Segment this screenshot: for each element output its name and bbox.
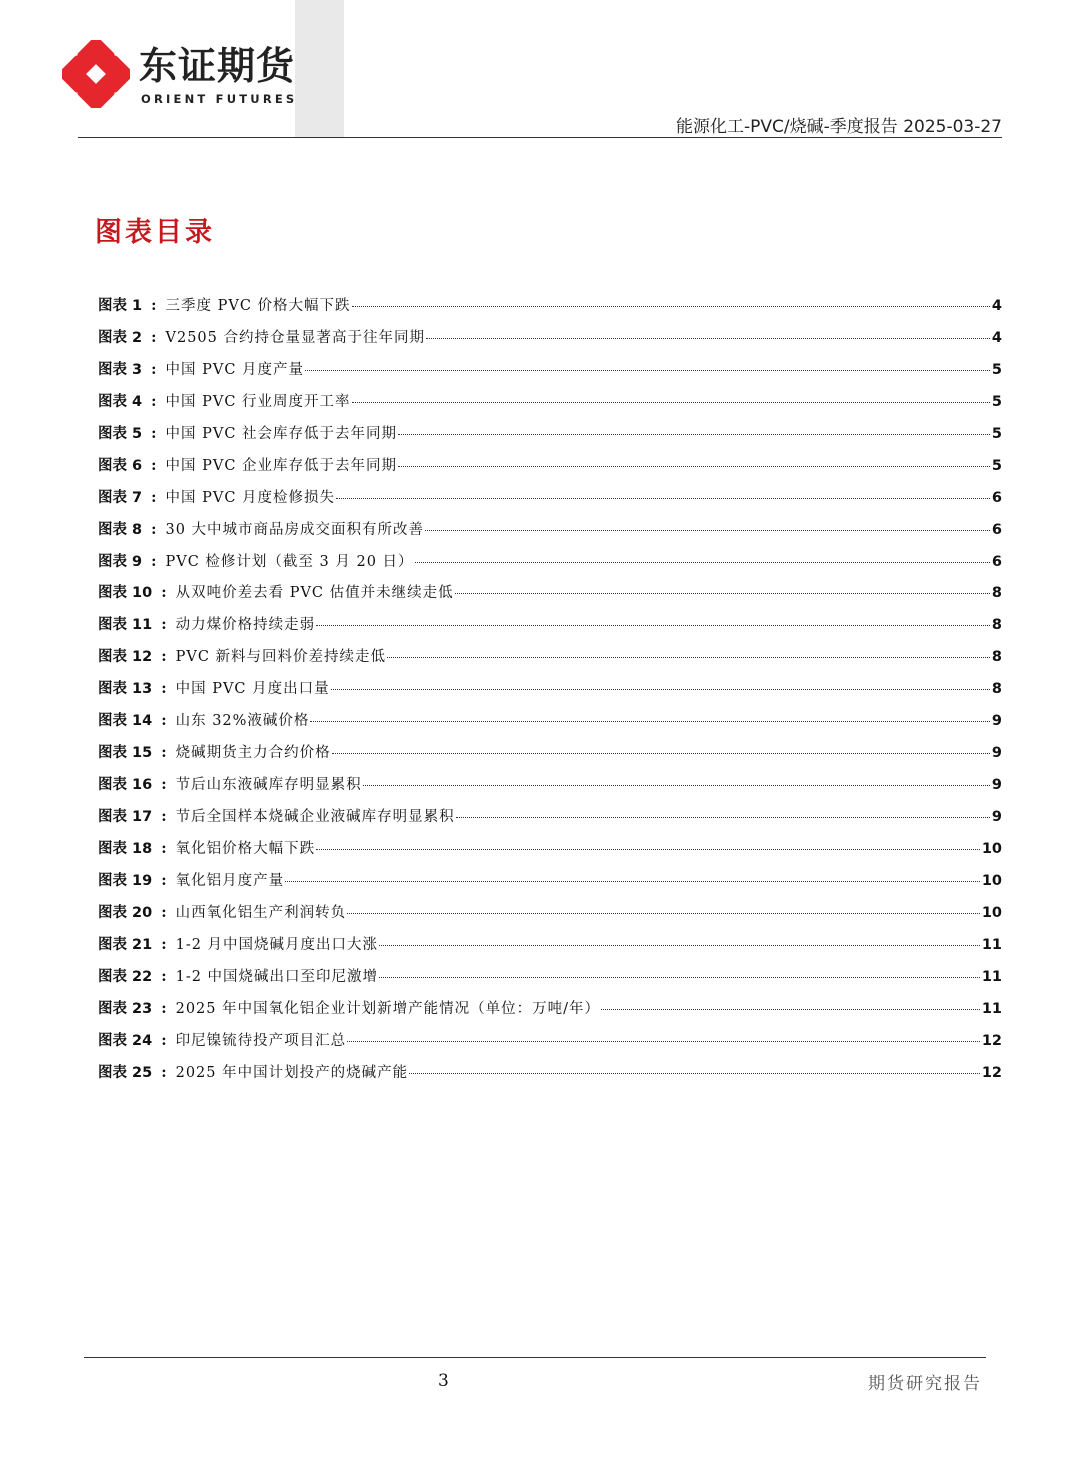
toc-entry-page: 9 bbox=[991, 777, 1002, 794]
toc-leader-dots bbox=[347, 913, 980, 914]
toc-entry-page: 10 bbox=[981, 872, 1002, 889]
toc-leader-dots bbox=[601, 1009, 980, 1010]
toc-entry-title: 中国 PVC 月度检修损失 bbox=[165, 489, 336, 506]
toc-entry-label: 图表 10 bbox=[98, 585, 153, 602]
toc-entry-title: 节后全国样本烧碱企业液碱库存明显累积 bbox=[175, 809, 455, 825]
toc-entry-9[interactable]: 图表 9 : PVC 检修计划（截至 3 月 20 日） 6 bbox=[98, 550, 1002, 582]
toc-entry-label: 图表 13 bbox=[98, 681, 153, 698]
toc-entry-title: 2025 年中国氧化铝企业计划新增产能情况（单位：万吨/年） bbox=[175, 1000, 600, 1017]
toc-entry-10[interactable]: 图表 10 : 从双吨价差去看 PVC 估值并未继续走低 8 bbox=[98, 581, 1002, 613]
header-gray-band bbox=[295, 0, 344, 137]
toc-entry-13[interactable]: 图表 13 : 中国 PVC 月度出口量 8 bbox=[98, 677, 1002, 709]
toc-entry-page: 8 bbox=[991, 681, 1002, 698]
toc-entry-15[interactable]: 图表 15 : 烧碱期货主力合约价格 9 bbox=[98, 741, 1002, 773]
toc-entry-page: 10 bbox=[981, 840, 1002, 857]
toc-entry-18[interactable]: 图表 18 : 氧化铝价格大幅下跌 10 bbox=[98, 837, 1002, 869]
toc-entry-20[interactable]: 图表 20 : 山西氧化铝生产利润转负 10 bbox=[98, 901, 1002, 933]
toc-entry-title: 中国 PVC 行业周度开工率 bbox=[165, 393, 351, 410]
toc-entry-page: 9 bbox=[991, 713, 1002, 730]
toc-leader-dots bbox=[398, 466, 990, 467]
toc-entry-page: 9 bbox=[991, 745, 1002, 762]
toc-entry-17[interactable]: 图表 17 : 节后全国样本烧碱企业液碱库存明显累积 9 bbox=[98, 805, 1002, 837]
footer-label: 期货研究报告 bbox=[868, 1374, 982, 1394]
report-header-title: 能源化工-PVC/烧碱-季度报告 2025-03-27 bbox=[676, 117, 1002, 137]
toc-entry-label: 图表 14 bbox=[98, 713, 153, 730]
toc-entry-title: 中国 PVC 月度产量 bbox=[165, 361, 305, 378]
toc-entry-title: 山西氧化铝生产利润转负 bbox=[175, 904, 347, 921]
toc-leader-dots bbox=[426, 338, 990, 339]
toc-entry-title: 山东 32%液碱价格 bbox=[175, 713, 310, 730]
toc-entry-title: 30 大中城市商品房成交面积有所改善 bbox=[165, 521, 425, 538]
toc-entry-label: 图表 5 bbox=[98, 425, 143, 442]
toc-entry-8[interactable]: 图表 8 : 30 大中城市商品房成交面积有所改善 6 bbox=[98, 518, 1002, 550]
toc-entry-label: 图表 17 bbox=[98, 809, 153, 825]
toc-entry-title: PVC 检修计划（截至 3 月 20 日） bbox=[165, 553, 414, 570]
toc-entry-title: 中国 PVC 企业库存低于去年同期 bbox=[165, 457, 398, 474]
toc-entry-21[interactable]: 图表 21 : 1-2 月中国烧碱月度出口大涨 11 bbox=[98, 933, 1002, 965]
toc-entry-label: 图表 19 bbox=[98, 872, 153, 889]
toc-leader-dots bbox=[425, 530, 990, 531]
toc-entry-title: PVC 新料与回料价差持续走低 bbox=[175, 649, 387, 666]
toc-leader-dots bbox=[285, 881, 980, 882]
toc-entry-label: 图表 21 bbox=[98, 936, 153, 953]
toc-leader-dots bbox=[456, 817, 990, 818]
toc-entry-page: 12 bbox=[981, 1032, 1002, 1049]
toc-entry-title: 氧化铝月度产量 bbox=[175, 872, 285, 889]
toc-entry-2[interactable]: 图表 2 : V2505 合约持仓量显著高于往年同期 4 bbox=[98, 326, 1002, 358]
toc-entry-page: 8 bbox=[991, 649, 1002, 666]
section-title: 图表目录 bbox=[95, 217, 215, 248]
toc-entry-label: 图表 24 bbox=[98, 1032, 153, 1049]
toc-entry-page: 4 bbox=[991, 329, 1002, 346]
toc-entry-title: 氧化铝价格大幅下跌 bbox=[175, 840, 316, 857]
toc-entry-label: 图表 11 bbox=[98, 617, 153, 634]
toc-entry-page: 4 bbox=[991, 298, 1002, 314]
toc-entry-title: 1-2 月中国烧碱月度出口大涨 bbox=[175, 936, 379, 953]
toc-entry-7[interactable]: 图表 7 : 中国 PVC 月度检修损失 6 bbox=[98, 486, 1002, 518]
toc-entry-label: 图表 12 bbox=[98, 649, 153, 666]
toc-entry-label: 图表 6 bbox=[98, 457, 143, 474]
toc-entry-label: 图表 9 bbox=[98, 553, 143, 570]
toc-entry-14[interactable]: 图表 14 : 山东 32%液碱价格 9 bbox=[98, 709, 1002, 741]
toc-entry-page: 5 bbox=[991, 361, 1002, 378]
toc-entry-19[interactable]: 图表 19 : 氧化铝月度产量 10 bbox=[98, 869, 1002, 901]
toc-leader-dots bbox=[415, 562, 990, 563]
toc-entry-page: 5 bbox=[991, 457, 1002, 474]
toc-entry-page: 5 bbox=[991, 393, 1002, 410]
toc-entry-page: 5 bbox=[991, 425, 1002, 442]
toc-entry-page: 6 bbox=[991, 553, 1002, 570]
toc-leader-dots bbox=[387, 657, 990, 658]
toc-leader-dots bbox=[352, 306, 990, 307]
orient-futures-logo-icon bbox=[62, 40, 130, 108]
toc-entry-title: 三季度 PVC 价格大幅下跌 bbox=[165, 298, 351, 314]
toc-leader-dots bbox=[409, 1073, 980, 1074]
logo-english-name: ORIENT FUTURES bbox=[141, 92, 298, 106]
toc-entry-page: 8 bbox=[991, 617, 1002, 634]
toc-entry-title: 中国 PVC 社会库存低于去年同期 bbox=[165, 425, 398, 442]
toc-entry-label: 图表 4 bbox=[98, 393, 143, 410]
toc-entry-page: 11 bbox=[981, 936, 1002, 953]
toc-leader-dots bbox=[336, 498, 990, 499]
toc-entry-title: 印尼镍锍待投产项目汇总 bbox=[175, 1032, 347, 1049]
toc-entry-title: 中国 PVC 月度出口量 bbox=[175, 681, 330, 698]
toc-entry-label: 图表 8 bbox=[98, 521, 143, 538]
toc-leader-dots bbox=[316, 849, 980, 850]
logo-chinese-name: 东证期货 bbox=[139, 44, 296, 88]
company-logo bbox=[62, 38, 302, 118]
toc-entry-label: 图表 23 bbox=[98, 1000, 153, 1017]
toc-entry-label: 图表 20 bbox=[98, 904, 153, 921]
toc-entry-24[interactable]: 图表 24 : 印尼镍锍待投产项目汇总 12 bbox=[98, 1029, 1002, 1061]
toc-entry-25[interactable]: 图表 25 : 2025 年中国计划投产的烧碱产能 12 bbox=[98, 1061, 1002, 1093]
footer-divider bbox=[84, 1357, 986, 1358]
toc-entry-22[interactable]: 图表 22 : 1-2 中国烧碱出口至印尼激增 11 bbox=[98, 965, 1002, 997]
toc-entry-label: 图表 3 bbox=[98, 361, 143, 378]
toc-entry-label: 图表 16 bbox=[98, 777, 153, 794]
toc-entry-label: 图表 1 bbox=[98, 298, 143, 314]
toc-entry-1[interactable]: 图表 1 : 三季度 PVC 价格大幅下跌 4 bbox=[98, 294, 1002, 326]
toc-entry-4[interactable]: 图表 4 : 中国 PVC 行业周度开工率 5 bbox=[98, 390, 1002, 422]
toc-entry-label: 图表 7 bbox=[98, 489, 143, 506]
toc-entry-label: 图表 25 bbox=[98, 1064, 153, 1081]
toc-entry-page: 9 bbox=[991, 809, 1002, 825]
toc-leader-dots bbox=[305, 370, 990, 371]
toc-leader-dots bbox=[398, 434, 990, 435]
toc-entry-12[interactable]: 图表 12 : PVC 新料与回料价差持续走低 8 bbox=[98, 645, 1002, 677]
toc-leader-dots bbox=[310, 721, 989, 722]
toc-leader-dots bbox=[455, 593, 990, 594]
toc-entry-11[interactable]: 图表 11 : 动力煤价格持续走弱 8 bbox=[98, 613, 1002, 645]
toc-entry-label: 图表 2 bbox=[98, 329, 143, 346]
toc-list bbox=[98, 294, 1002, 1092]
toc-entry-title: V2505 合约持仓量显著高于往年同期 bbox=[165, 329, 425, 346]
toc-leader-dots bbox=[347, 1041, 980, 1042]
toc-leader-dots bbox=[379, 977, 980, 978]
toc-entry-label: 图表 22 bbox=[98, 968, 153, 985]
toc-leader-dots bbox=[363, 785, 990, 786]
toc-entry-title: 从双吨价差去看 PVC 估值并未继续走低 bbox=[175, 585, 454, 602]
toc-entry-page: 10 bbox=[981, 904, 1002, 921]
toc-entry-16[interactable]: 图表 16 : 节后山东液碱库存明显累积 9 bbox=[98, 773, 1002, 805]
toc-leader-dots bbox=[332, 753, 990, 754]
toc-entry-title: 1-2 中国烧碱出口至印尼激增 bbox=[175, 968, 379, 985]
toc-entry-5[interactable]: 图表 5 : 中国 PVC 社会库存低于去年同期 5 bbox=[98, 422, 1002, 454]
toc-entry-23[interactable]: 图表 23 : 2025 年中国氧化铝企业计划新增产能情况（单位：万吨/年） 11 bbox=[98, 997, 1002, 1029]
toc-entry-page: 11 bbox=[981, 1000, 1002, 1017]
page-number: 3 bbox=[438, 1371, 449, 1391]
toc-entry-label: 图表 18 bbox=[98, 840, 153, 857]
toc-entry-label: 图表 15 bbox=[98, 745, 153, 762]
toc-entry-title: 节后山东液碱库存明显累积 bbox=[175, 777, 362, 794]
toc-entry-6[interactable]: 图表 6 : 中国 PVC 企业库存低于去年同期 5 bbox=[98, 454, 1002, 486]
toc-entry-page: 11 bbox=[981, 968, 1002, 985]
toc-entry-title: 动力煤价格持续走弱 bbox=[175, 617, 316, 634]
toc-leader-dots bbox=[331, 689, 990, 690]
toc-leader-dots bbox=[352, 402, 990, 403]
toc-leader-dots bbox=[316, 625, 990, 626]
toc-entry-page: 12 bbox=[981, 1064, 1002, 1081]
toc-entry-page: 6 bbox=[991, 489, 1002, 506]
toc-entry-title: 2025 年中国计划投产的烧碱产能 bbox=[175, 1064, 409, 1081]
toc-entry-page: 6 bbox=[991, 521, 1002, 538]
toc-entry-3[interactable]: 图表 3 : 中国 PVC 月度产量 5 bbox=[98, 358, 1002, 390]
toc-entry-page: 8 bbox=[991, 585, 1002, 602]
header-divider bbox=[78, 137, 1002, 138]
toc-entry-title: 烧碱期货主力合约价格 bbox=[175, 745, 331, 762]
toc-leader-dots bbox=[379, 945, 980, 946]
